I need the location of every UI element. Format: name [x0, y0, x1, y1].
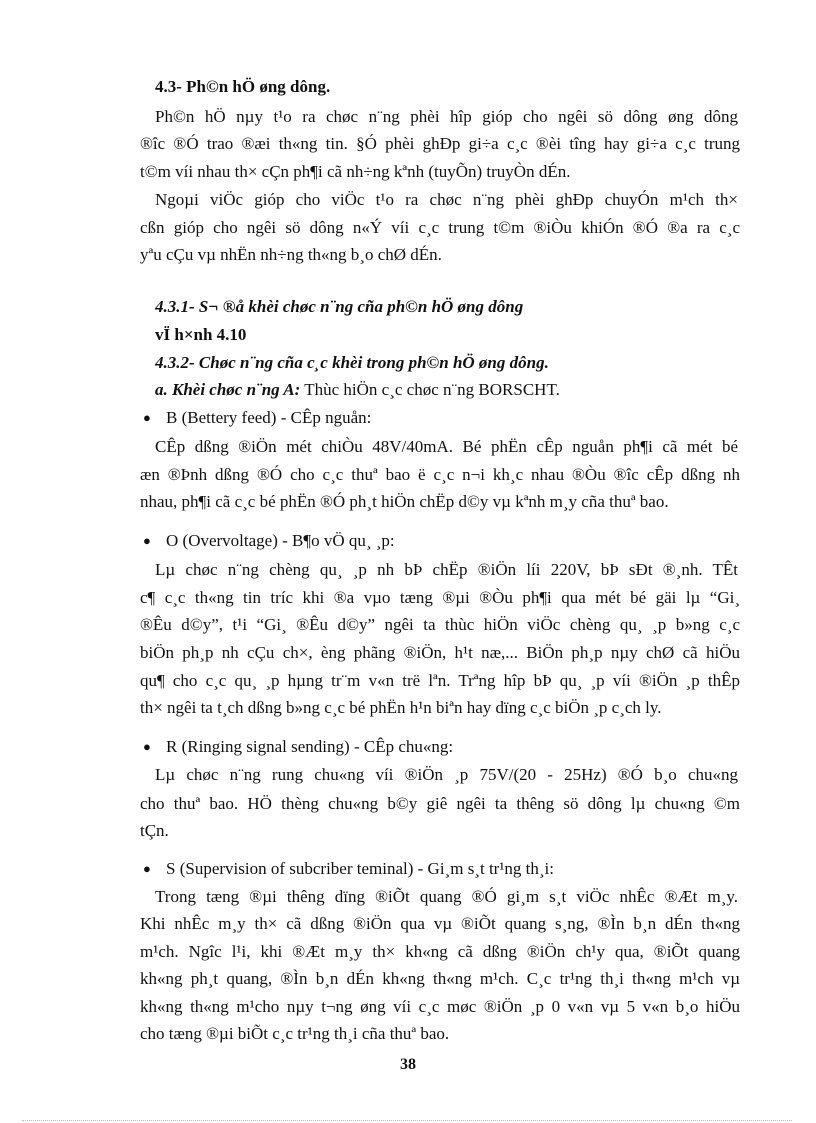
paragraph-line: yªu cÇu vµ nhËn nh÷ng th«ng b¸o chØ dÉn.	[140, 245, 442, 264]
paragraph-line: Khi nhÊc m¸y th× cã dßng ®iÖn qua vµ ®iÕt quang s¸ng, ®Ìn b¸n dÉn th«ng	[140, 914, 740, 933]
page-number: 38	[400, 1056, 416, 1073]
paragraph-line: th× ngêi ta t¸ch dßng b»ng c¸c bé phËn h¹n biªn hay dïng c¸c biÖn ¸p c¸ch ly.	[140, 698, 662, 717]
paragraph-line: CÊp dßng ®iÖn mét chiÒu 48V/40mA. Bé phËn cÊp nguån ph¶i cã mét bé	[155, 437, 738, 456]
paragraph-line: t©m víi nhau th× cÇn ph¶i cã nh÷ng kªnh (tuyÕn) truyÒn dÉn.	[140, 162, 571, 181]
paragraph-line: ®Êu d©y”, t¹i “Gi¸ ®Êu d©y” ngêi ta thùc hiÖn viÖc chèng qu¸ ¸p b»ng c¸c	[140, 615, 740, 634]
figure-reference: vÏ h×nh 4.10	[155, 325, 247, 344]
paragraph-line: æn ®Þnh dßng ®Ó cho c¸c thuª bao ë c¸c n¬i kh¸c nhau ®Òu ®îc cÊp dßng nh	[140, 465, 740, 484]
bullet-heading: B (Bettery feed) - CÊp nguån:	[166, 408, 372, 427]
paragraph-line: c¶ c¸c th«ng tin tríc khi ®a vµo tæng ®µi ®Òu ph¶i qua mét bé gäi lµ “Gi¸	[140, 588, 740, 607]
paragraph-line: Trong tæng ®µi thêng dïng ®iÕt quang ®Ó gi¸m s¸t viÖc nhÊc ®Æt m¸y.	[155, 887, 738, 906]
paragraph-line: qu¶ cho c¸c qu¸ ¸p hµng tr¨m v«n trë lªn. Trªng hîp bÞ qu¸ ¸p víi ®iÖn ¸p thÊp	[140, 671, 740, 690]
bullet-heading: R (Ringing signal sending) - CÊp chu«ng:	[166, 737, 454, 756]
paragraph-line: kh«ng ph¸t quang, ®Ìn b¸n dÉn kh«ng th«ng m¹ch. C¸c tr¹ng th¸i th«ng m¹ch vµ	[140, 969, 740, 988]
paragraph-line: cßn gióp cho ngêi sö dông n«Ý víi c¸c trung t©m ®iÒu khiÓn ®Ó ®a ra c¸c	[140, 218, 740, 237]
paragraph-line: m¹ch. Ngîc l¹i, khi ®Æt m¸y th× kh«ng cã dßng ®iÖn ch¹y qua, ®iÕt quang	[140, 942, 740, 961]
bullet-heading: O (Overvoltage) - B¶o vÖ qu¸ ¸p:	[166, 531, 395, 550]
paragraph-line: biÖn ph¸p nh cÇu ch×, èng phãng ®iÖn, h¹t næ,... BiÖn ph¸p nµy chØ cã hiÖu	[140, 643, 740, 662]
paragraph-line: kh«ng th«ng m¹cho nµy t¬ng øng víi c¸c møc ®iÖn ¸p 0 v«n vµ 5 v«n b¸o hiÖu	[140, 997, 740, 1016]
paragraph-line: ®îc ®Ó trao ®æi th«ng tin. §Ó phèi ghÐp gi÷a c¸c ®èi tîng hay gi÷a c¸c trung	[140, 134, 740, 153]
subsection-heading: 4.3.2- Chøc n¨ng cña c¸c khèi trong ph©n hÖ øng dông.	[155, 353, 549, 372]
paragraph-line: Lµ chøc n¨ng chèng qu¸ ¸p nh bÞ chËp ®iÖn líi 220V, bÞ sÐt ®¸nh. TÊt	[155, 560, 738, 579]
subsection-heading: 4.3.1- S¬ ®å khèi chøc n¨ng cña ph©n hÖ øng dông	[155, 297, 524, 316]
paragraph-line: Ngoµi viÖc gióp cho viÖc t¹o ra chøc n¨ng phèi ghÐp chuyÓn m¹ch th×	[155, 190, 738, 209]
page-divider	[22, 1120, 792, 1121]
section-heading: 4.3- Ph©n hÖ øng dông.	[155, 77, 331, 96]
paragraph-line: Ph©n hÖ nµy t¹o ra chøc n¨ng phèi hîp gióp cho ngêi sö dông øng dông	[155, 107, 738, 126]
paragraph-line: cho thuª bao. HÖ thèng chu«ng b©y giê ngêi ta thêng sö dông lµ chu«ng ©m	[140, 794, 740, 813]
paragraph-line: cho tæng ®µi biÕt c¸c tr¹ng th¸i cña thuª bao.	[140, 1024, 450, 1043]
block-a-description: Thùc hiÖn c¸c chøc n¨ng BORSCHT.	[300, 380, 560, 399]
paragraph-line: tÇn.	[140, 821, 169, 840]
bullet-icon: ●	[143, 410, 151, 425]
bullet-icon: ●	[143, 861, 151, 876]
bullet-icon: ●	[143, 739, 151, 754]
block-a-line	[155, 379, 560, 401]
bullet-icon: ●	[143, 533, 151, 548]
bullet-heading: S (Supervision of subcriber teminal) - Gi¸m s¸t tr¹ng th¸i:	[166, 859, 555, 878]
paragraph-line: nhau, ph¶i cã c¸c bé phËn ®Ó ph¸t hiÖn chËp d©y vµ kªnh m¸y cña thuª bao.	[140, 492, 669, 511]
block-a-label: a. Khèi chøc n¨ng A:	[155, 380, 301, 399]
paragraph-line: Lµ chøc n¨ng rung chu«ng víi ®iÖn ¸p 75V/(20 - 25Hz) ®Ó b¸o chu«ng	[155, 765, 738, 784]
